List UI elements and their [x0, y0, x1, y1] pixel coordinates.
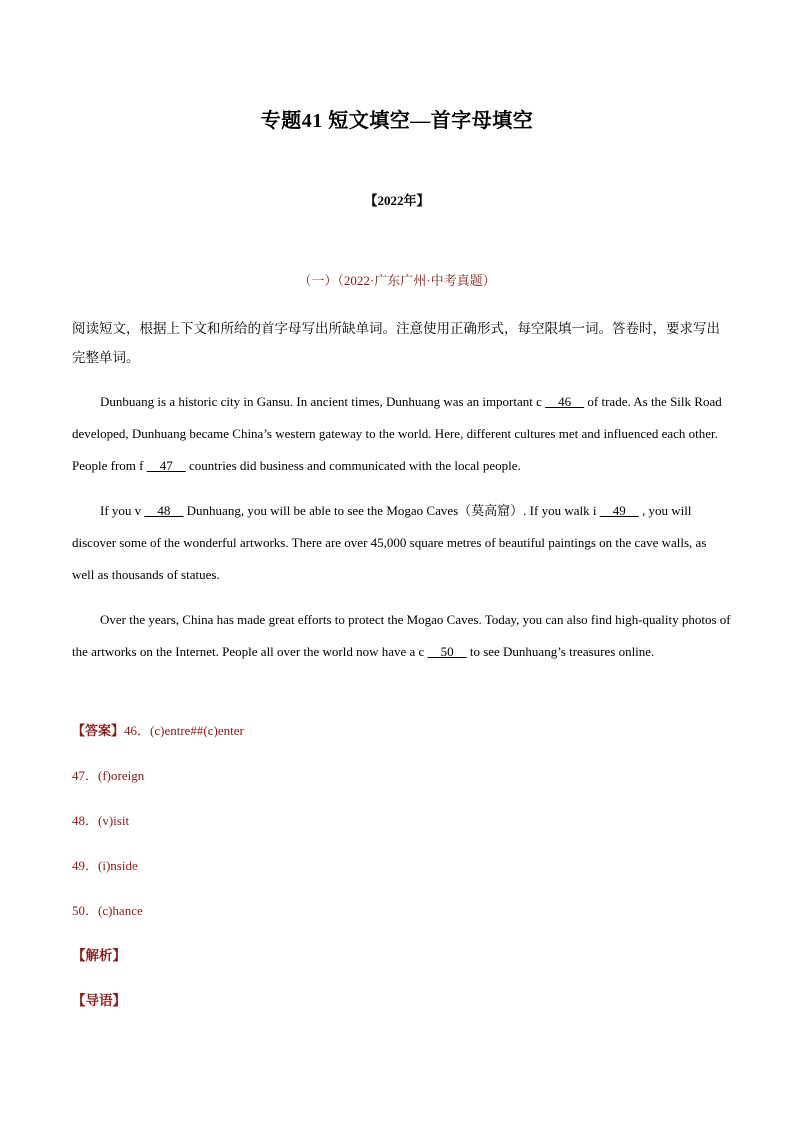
- analysis-label: 【解析】: [72, 948, 126, 963]
- guide-label: 【导语】: [72, 993, 126, 1008]
- blank-47: 47: [146, 458, 186, 473]
- p1-text-c: countries did business and communicated with the local people.: [185, 458, 521, 473]
- page-title: 专题41 短文填空—首字母填空: [260, 110, 534, 132]
- answer-49: 49．(i)nside: [72, 858, 138, 873]
- p2-text-a: If you v: [100, 503, 145, 518]
- answer-48: 48．(v)isit: [72, 813, 130, 828]
- p2-text-c: , you will discover some of the wonderful artworks. There are over 45,000 square metres of beautiful paintings on the cave walls, as well as thousands of statues.: [72, 503, 707, 582]
- blank-46: 46: [545, 394, 585, 409]
- p3-text-a: Over the years, China has made great efforts to protect the Mogao Caves. Today, you can also find high-quality photos of the artworks on the Internet. People all over the world now have a c: [72, 612, 731, 659]
- blank-50: 50: [427, 644, 467, 659]
- p3-text-b: to see Dunhuang’s treasures online.: [466, 644, 655, 659]
- passage-paragraph-3: [72, 604, 732, 668]
- p1-text-b: of trade. As the Silk Road developed, Dunhuang became China’s western gateway to the world. Here, different cultures met and influenced each other. People from f: [72, 394, 722, 473]
- instructions: 阅读短文，根据上下文和所给的首字母写出所缺单词。注意使用正确形式，每空限填一词。答卷时，要求写出完整单词。: [72, 321, 720, 365]
- p2-text-b: Dunhuang, you will be able to see the Mogao Caves（莫高窟）. If you walk i: [183, 503, 600, 518]
- blank-49: 49: [599, 503, 639, 518]
- passage-paragraph-2: [72, 495, 732, 591]
- answer-47: 47．(f)oreign: [72, 768, 145, 783]
- year-heading: 【2022年】: [364, 193, 430, 208]
- answer-label: 【答案】: [72, 723, 125, 738]
- answer-46: [72, 720, 244, 739]
- p1-text-a: Dunbuang is a historic city in Gansu. In ancient times, Dunhuang was an important c: [100, 394, 546, 409]
- source-heading: （一）（2022·广东广州·中考真题）: [298, 273, 496, 288]
- answer-50: 50．(c)hance: [72, 903, 143, 918]
- answer-46-text: 46．(c)entre##(c)enter: [124, 723, 244, 738]
- blank-48: 48: [144, 503, 184, 518]
- passage-paragraph-1: [72, 386, 732, 482]
